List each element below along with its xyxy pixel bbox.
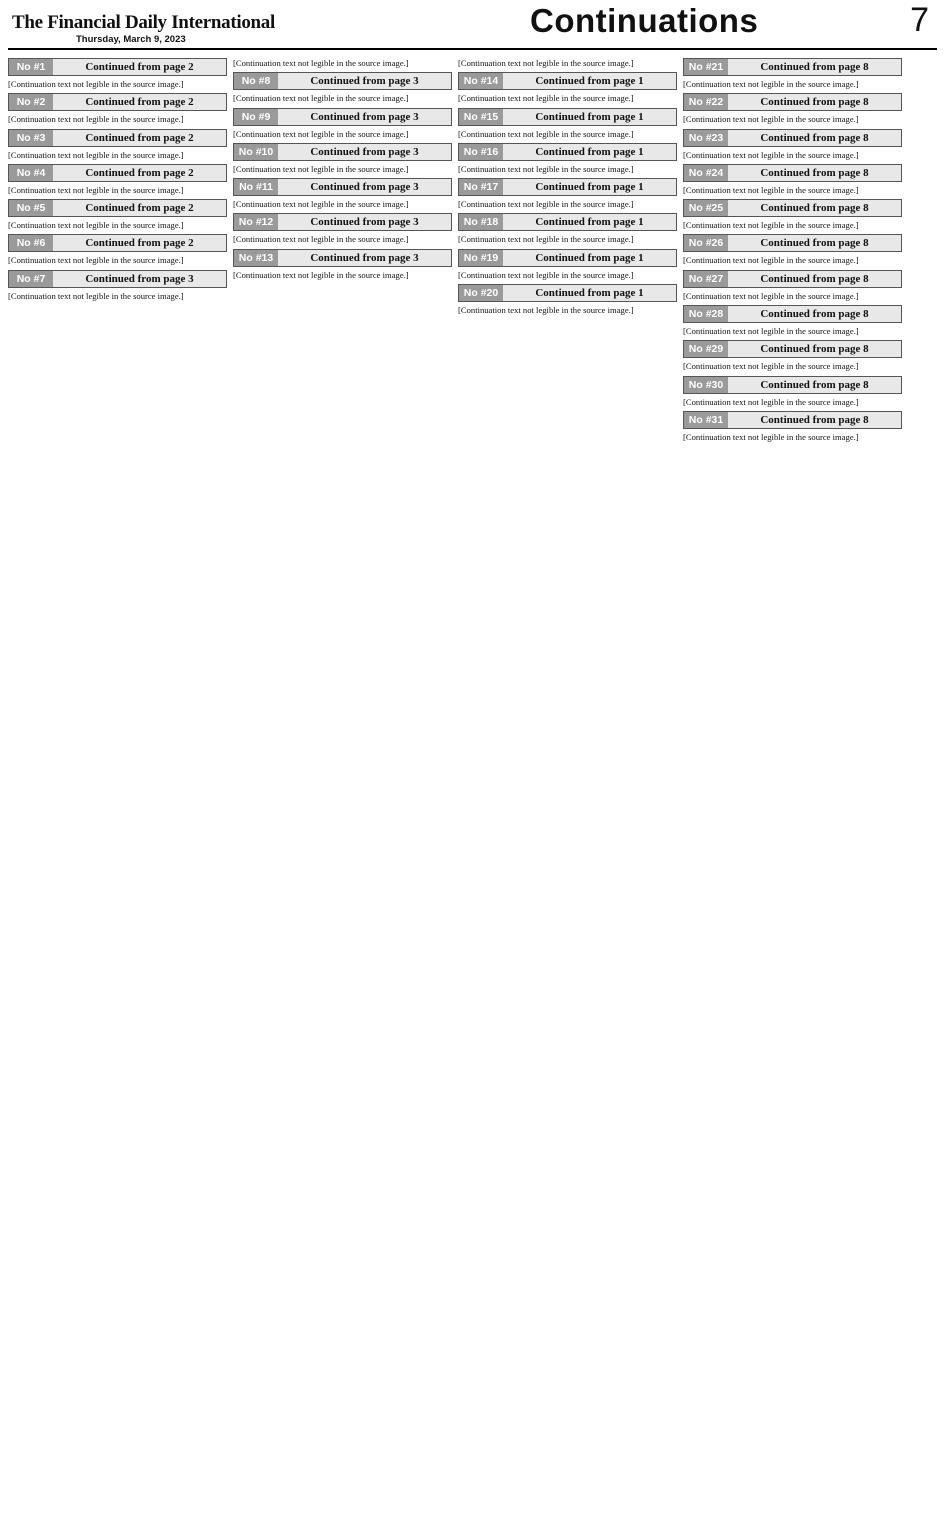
issue-date: Thursday, March 9, 2023 <box>76 34 186 45</box>
continuation-header <box>8 129 227 147</box>
continuation-number: No #3 <box>9 130 53 146</box>
article-paragraph: [Continuation text not legible in the source image.] <box>683 255 859 266</box>
continuation-article <box>683 376 902 407</box>
continuation-label: Continued from page 1 <box>535 110 644 123</box>
article-paragraph: [Continuation text not legible in the source image.] <box>458 199 634 210</box>
continuation-number: No #27 <box>684 271 728 287</box>
continuation-article <box>8 270 227 301</box>
continuation-header <box>8 164 227 182</box>
continuation-number: No #30 <box>684 377 728 393</box>
continuation-article <box>458 72 677 103</box>
continuation-label: Continued from page 8 <box>760 131 869 144</box>
continuation-label: Continued from page 1 <box>535 216 644 229</box>
continuation-label: Continued from page 3 <box>85 272 194 285</box>
continuation-label: Continued from page 2 <box>85 202 194 215</box>
continuation-number: No #5 <box>9 200 53 216</box>
continuation-header <box>233 178 452 196</box>
continuation-label: Continued from page 3 <box>310 216 419 229</box>
continuation-header <box>683 270 902 288</box>
continuation-label: Continued from page 3 <box>310 251 419 264</box>
continuation-header <box>683 340 902 358</box>
continuation-article <box>8 93 227 124</box>
article-paragraph: [Continuation text not legible in the source image.] <box>8 220 184 231</box>
article-paragraph: [Continuation text not legible in the source image.] <box>458 269 634 280</box>
continuation-article <box>233 143 452 174</box>
continuation-label: Continued from page 8 <box>760 308 869 321</box>
continuation-header <box>233 213 452 231</box>
continuation-number: No #8 <box>234 73 278 89</box>
continuation-header <box>683 234 902 252</box>
continuation-number: No #20 <box>459 285 503 301</box>
continuation-header <box>683 164 902 182</box>
continuation-header <box>683 305 902 323</box>
column-2 <box>233 58 452 1528</box>
continuation-article <box>683 411 902 442</box>
continuation-label: Continued from page 8 <box>760 96 869 109</box>
article-columns <box>8 58 937 1528</box>
section-title: Continuations <box>530 2 759 39</box>
article-paragraph: [Continuation text not legible in the source image.] <box>683 396 859 407</box>
continuation-article <box>683 93 902 124</box>
article-paragraph: [Continuation text not legible in the source image.] <box>8 255 184 266</box>
continuation-label: Continued from page 1 <box>535 251 644 264</box>
article-paragraph: [Continuation text not legible in the source image.] <box>458 58 634 68</box>
article-paragraph: [Continuation text not legible in the source image.] <box>458 163 634 174</box>
continuation-article <box>683 234 902 265</box>
continuation-number: No #15 <box>459 109 503 125</box>
paper-name: The Financial Daily International <box>12 12 275 33</box>
continuation-article <box>683 58 902 89</box>
continuation-number: No #12 <box>234 214 278 230</box>
continuation-number: No #2 <box>9 94 53 110</box>
continuation-header <box>683 199 902 217</box>
continuation-label: Continued from page 2 <box>85 131 194 144</box>
article-paragraph: [Continuation text not legible in the source image.] <box>683 184 859 195</box>
article-paragraph: [Continuation text not legible in the source image.] <box>233 93 409 104</box>
article-paragraph: [Continuation text not legible in the source image.] <box>458 128 634 139</box>
continuation-article <box>458 108 677 139</box>
continuation-number: No #17 <box>459 179 503 195</box>
continuation-header <box>683 58 902 76</box>
continuation-article <box>683 164 902 195</box>
continuation-article <box>8 58 227 89</box>
continuation-article <box>8 199 227 230</box>
article-paragraph: [Continuation text not legible in the source image.] <box>683 361 859 372</box>
continuation-number: No #4 <box>9 165 53 181</box>
continuation-label: Continued from page 8 <box>760 413 869 426</box>
article-paragraph: [Continuation text not legible in the source image.] <box>8 114 184 125</box>
continuation-header <box>458 72 677 90</box>
continuation-article <box>8 164 227 195</box>
continuation-number: No #21 <box>684 59 728 75</box>
article-paragraph: [Continuation text not legible in the source image.] <box>683 431 859 442</box>
continuation-article <box>233 213 452 244</box>
continuation-header <box>683 129 902 147</box>
continuation-header <box>233 72 452 90</box>
continuation-number: No #19 <box>459 250 503 266</box>
column-3 <box>458 58 677 1528</box>
article-paragraph: [Continuation text not legible in the source image.] <box>8 290 184 301</box>
article-paragraph: [Continuation text not legible in the source image.] <box>233 163 409 174</box>
continuation-label: Continued from page 3 <box>310 110 419 123</box>
continuation-header <box>458 178 677 196</box>
continuation-label: Continued from page 3 <box>310 145 419 158</box>
continuation-article <box>683 340 902 371</box>
continuation-header <box>233 108 452 126</box>
continuation-header <box>8 93 227 111</box>
continuation-number: No #16 <box>459 144 503 160</box>
continuation-number: No #28 <box>684 306 728 322</box>
continuation-article <box>458 178 677 209</box>
continuation-label: Continued from page 8 <box>760 343 869 356</box>
continuation-header <box>233 143 452 161</box>
column-4 <box>683 58 902 1528</box>
continuation-number: No #18 <box>459 214 503 230</box>
article-paragraph: [Continuation text not legible in the source image.] <box>683 114 859 125</box>
continuation-header <box>683 376 902 394</box>
continuation-article <box>683 305 902 336</box>
continuation-header <box>8 199 227 217</box>
continuation-label: Continued from page 8 <box>760 61 869 73</box>
article-paragraph: [Continuation text not legible in the source image.] <box>458 93 634 104</box>
continuation-label: Continued from page 1 <box>535 181 644 194</box>
continuation-label: Continued from page 8 <box>760 166 869 179</box>
article-paragraph: [Continuation text not legible in the source image.] <box>8 184 184 195</box>
continuation-label: Continued from page 2 <box>85 61 194 73</box>
continuation-header <box>8 270 227 288</box>
continuation-header <box>458 284 677 302</box>
continuation-article <box>233 178 452 209</box>
continuation-article <box>233 108 452 139</box>
continuation-header <box>458 108 677 126</box>
article-paragraph: [Continuation text not legible in the source image.] <box>8 79 184 89</box>
continuation-label: Continued from page 8 <box>760 202 869 215</box>
article-paragraph: [Continuation text not legible in the source image.] <box>683 149 859 160</box>
continuation-label: Continued from page 1 <box>535 145 644 158</box>
continuation-header <box>233 249 452 267</box>
article-paragraph: [Continuation text not legible in the source image.] <box>233 199 409 210</box>
article-paragraph: [Continuation text not legible in the source image.] <box>458 234 634 245</box>
continuation-number: No #14 <box>459 73 503 89</box>
continuation-number: No #13 <box>234 250 278 266</box>
article-paragraph: [Continuation text not legible in the source image.] <box>233 58 409 68</box>
continuation-label: Continued from page 1 <box>535 75 644 88</box>
continuation-article <box>683 270 902 301</box>
continuation-label: Continued from page 8 <box>760 272 869 285</box>
continuation-label: Continued from page 1 <box>535 287 644 300</box>
article-paragraph: [Continuation text not legible in the source image.] <box>683 220 859 231</box>
continuation-header <box>8 234 227 252</box>
continuation-label: Continued from page 8 <box>760 378 869 391</box>
continuation-label: Continued from page 3 <box>310 75 419 88</box>
continuation-label: Continued from page 8 <box>760 237 869 250</box>
continuation-article <box>233 58 452 68</box>
continuation-article <box>683 129 902 160</box>
continuation-label: Continued from page 3 <box>310 181 419 194</box>
continuation-header <box>683 411 902 429</box>
continuation-number: No #26 <box>684 235 728 251</box>
continuation-label: Continued from page 2 <box>85 237 194 250</box>
continuation-number: No #11 <box>234 179 278 195</box>
continuation-header <box>683 93 902 111</box>
continuation-number: No #9 <box>234 109 278 125</box>
continuation-article <box>458 213 677 244</box>
continuation-label: Continued from page 2 <box>85 166 194 179</box>
continuation-article <box>233 72 452 103</box>
continuation-article <box>233 249 452 280</box>
continuation-header <box>8 58 227 76</box>
continuation-article <box>8 129 227 160</box>
page-number: 7 <box>910 1 929 39</box>
article-paragraph: [Continuation text not legible in the source image.] <box>458 305 634 316</box>
continuation-header <box>458 213 677 231</box>
continuation-number: No #22 <box>684 94 728 110</box>
continuation-number: No #23 <box>684 130 728 146</box>
article-paragraph: [Continuation text not legible in the source image.] <box>683 326 859 337</box>
column-1 <box>8 58 227 1528</box>
continuation-header <box>458 143 677 161</box>
article-paragraph: [Continuation text not legible in the source image.] <box>8 149 184 160</box>
continuation-number: No #29 <box>684 341 728 357</box>
continuation-number: No #24 <box>684 165 728 181</box>
continuation-article <box>683 199 902 230</box>
continuation-header <box>458 249 677 267</box>
continuation-number: No #25 <box>684 200 728 216</box>
article-paragraph: [Continuation text not legible in the source image.] <box>683 290 859 301</box>
article-paragraph: [Continuation text not legible in the source image.] <box>233 128 409 139</box>
continuation-label: Continued from page 2 <box>85 96 194 109</box>
continuation-article <box>458 249 677 280</box>
continuation-article <box>8 234 227 265</box>
continuation-number: No #1 <box>9 59 53 75</box>
continuation-number: No #7 <box>9 271 53 287</box>
continuation-article <box>458 284 677 315</box>
continuation-number: No #10 <box>234 144 278 160</box>
article-paragraph: [Continuation text not legible in the source image.] <box>233 269 409 280</box>
continuation-article <box>458 58 677 68</box>
continuation-number: No #6 <box>9 235 53 251</box>
article-paragraph: [Continuation text not legible in the source image.] <box>683 79 859 89</box>
continuation-number: No #31 <box>684 412 728 428</box>
masthead <box>8 1 937 50</box>
continuation-article <box>458 143 677 174</box>
article-paragraph: [Continuation text not legible in the source image.] <box>233 234 409 245</box>
